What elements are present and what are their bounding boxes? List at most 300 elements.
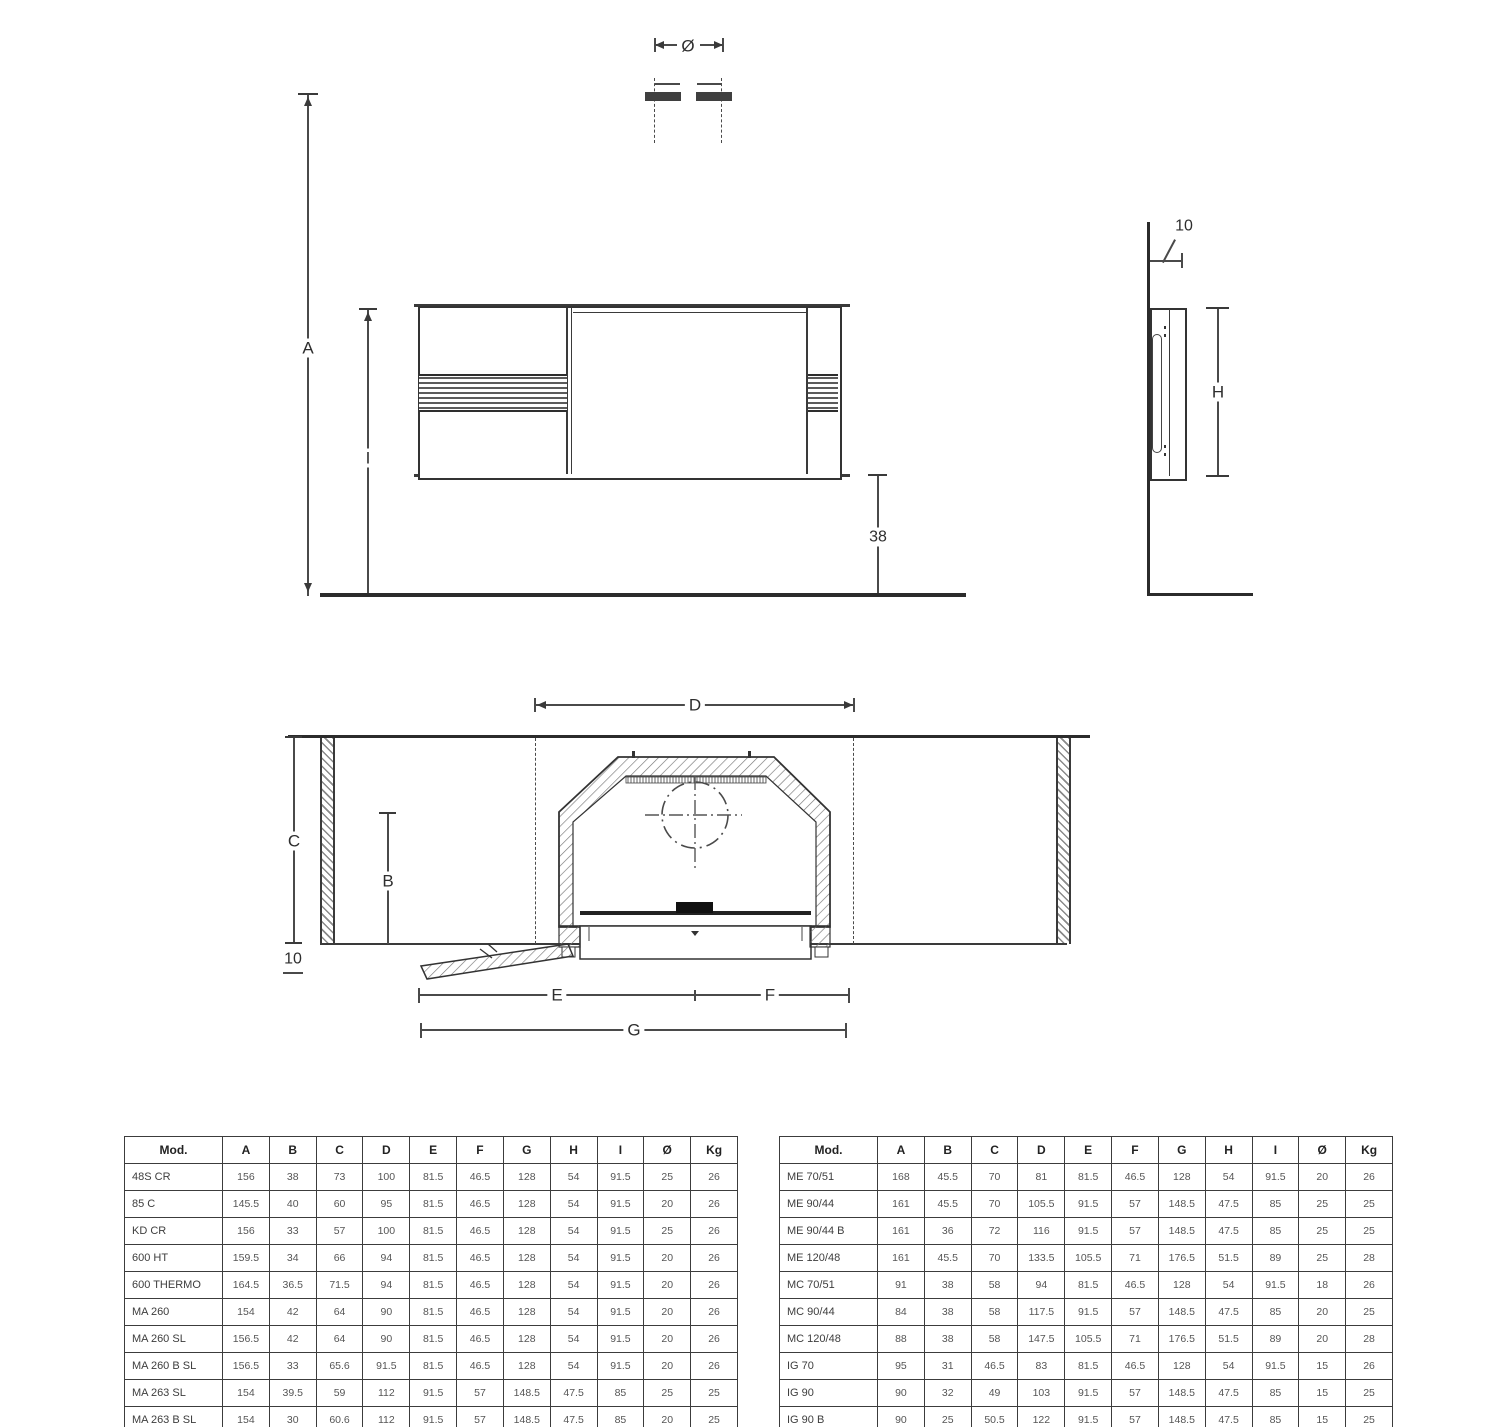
value-cell: 20 [1299,1164,1346,1191]
hood-panel-edge [573,312,806,313]
value-cell: 47.5 [1205,1407,1252,1427]
value-cell: 33 [269,1218,316,1245]
flue-hidden-line [654,78,655,143]
value-cell: 81.5 [410,1245,457,1272]
dim-tick [1181,253,1183,268]
value-cell: 81.5 [410,1299,457,1326]
value-cell: 28 [1346,1245,1393,1272]
value-cell: 46.5 [457,1326,504,1353]
value-cell: 148.5 [503,1407,550,1427]
column-header: C [971,1137,1018,1164]
value-cell: 90 [878,1380,925,1407]
value-cell: 100 [363,1218,410,1245]
value-cell: 154 [223,1407,270,1427]
value-cell: 28 [1346,1326,1393,1353]
value-cell: 20 [1299,1326,1346,1353]
hood-plan-drawing [410,745,860,995]
value-cell: 26 [691,1353,738,1380]
ground-line [320,593,966,597]
model-cell: IG 90 [780,1380,878,1407]
value-cell: 148.5 [1158,1407,1205,1427]
value-cell: 88 [878,1326,925,1353]
value-cell: 57 [1112,1299,1159,1326]
value-cell: 164.5 [223,1272,270,1299]
table-row [780,1299,1393,1326]
table-row [780,1191,1393,1218]
value-cell: 38 [924,1326,971,1353]
value-cell: 47.5 [1205,1299,1252,1326]
dim-tick [845,1023,847,1038]
value-cell: 31 [924,1353,971,1380]
value-cell: 156 [223,1218,270,1245]
value-cell: 54 [550,1326,597,1353]
side-profile-edge [1169,309,1170,476]
value-cell: 54 [550,1353,597,1380]
value-cell: 42 [269,1326,316,1353]
value-cell: 128 [503,1272,550,1299]
column-header: H [550,1137,597,1164]
value-cell: 81.5 [410,1272,457,1299]
value-cell: 57 [1112,1407,1159,1427]
dim-label-a: A [298,339,317,358]
value-cell: 54 [1205,1353,1252,1380]
value-cell: 25 [644,1164,691,1191]
open-door-flap [421,944,573,979]
value-cell: 128 [1158,1164,1205,1191]
model-cell: MC 70/51 [780,1272,878,1299]
value-cell: 18 [1299,1272,1346,1299]
model-cell: ME 90/44 [780,1191,878,1218]
value-cell: 45.5 [924,1245,971,1272]
value-cell: 91.5 [597,1245,644,1272]
value-cell: 57 [316,1218,363,1245]
value-cell: 91.5 [1065,1191,1112,1218]
arrowhead [537,701,546,709]
value-cell: 64 [316,1326,363,1353]
value-cell: 25 [1346,1299,1393,1326]
value-cell: 154 [223,1380,270,1407]
column-header: Ø [1299,1137,1346,1164]
value-cell: 26 [691,1164,738,1191]
model-cell: ME 70/51 [780,1164,878,1191]
value-cell: 105.5 [1018,1191,1065,1218]
screw [632,751,635,758]
dimension-table [779,1136,1393,1427]
dim-tick [285,736,302,738]
value-cell: 46.5 [1112,1353,1159,1380]
value-cell: 105.5 [1065,1326,1112,1353]
dimensions-table-left [124,1136,738,1427]
value-cell: 54 [550,1164,597,1191]
flue-collar-flange [696,92,732,101]
corner-bracket-right [810,926,830,947]
dim-tick [848,988,850,1003]
table-row [125,1380,738,1407]
column-header: Mod. [780,1137,878,1164]
value-cell: 36.5 [269,1272,316,1299]
value-cell: 34 [269,1245,316,1272]
value-cell: 25 [1346,1218,1393,1245]
hood-divider [571,308,572,474]
table-row [780,1272,1393,1299]
value-cell: 128 [503,1164,550,1191]
value-cell: 20 [1299,1299,1346,1326]
value-cell: 46.5 [1112,1164,1159,1191]
table-row [780,1245,1393,1272]
column-header: B [924,1137,971,1164]
dim-tick [283,972,303,974]
value-cell: 54 [550,1245,597,1272]
column-header: G [503,1137,550,1164]
dim-line-ef [419,994,849,996]
dim-label-c: C [284,832,304,851]
column-header: Kg [1346,1137,1393,1164]
value-cell: 54 [1205,1164,1252,1191]
dim-label-h: H [1208,383,1228,402]
value-cell: 47.5 [1205,1191,1252,1218]
value-cell: 148.5 [1158,1299,1205,1326]
value-cell: 116 [1018,1218,1065,1245]
model-cell: ME 90/44 B [780,1218,878,1245]
value-cell: 71 [1112,1245,1159,1272]
table-row [780,1353,1393,1380]
value-cell: 72 [971,1218,1018,1245]
value-cell: 46.5 [1112,1272,1159,1299]
value-cell: 42 [269,1299,316,1326]
side-glass-slot [1152,334,1162,453]
value-cell: 25 [924,1407,971,1427]
value-cell: 45.5 [924,1164,971,1191]
bracket-foot-right [815,947,828,957]
dim-label-diameter: Ø [677,37,698,56]
value-cell: 91.5 [597,1272,644,1299]
value-cell: 15 [1299,1407,1346,1427]
value-cell: 159.5 [223,1245,270,1272]
value-cell: 46.5 [457,1272,504,1299]
value-cell: 25 [1346,1380,1393,1407]
column-header: Mod. [125,1137,223,1164]
column-header: A [878,1137,925,1164]
value-cell: 46.5 [457,1191,504,1218]
dim-tick [285,942,302,944]
value-cell: 81.5 [410,1326,457,1353]
value-cell: 128 [503,1353,550,1380]
value-cell: 47.5 [550,1380,597,1407]
vent-grille-right [808,374,838,412]
screw-dot [1164,334,1166,337]
value-cell: 66 [316,1245,363,1272]
screw [748,751,751,758]
value-cell: 25 [691,1407,738,1427]
model-cell: 48S CR [125,1164,223,1191]
value-cell: 176.5 [1158,1245,1205,1272]
value-cell: 15 [1299,1380,1346,1407]
value-cell: 70 [971,1164,1018,1191]
value-cell: 84 [878,1299,925,1326]
column-header: B [269,1137,316,1164]
dim-label-f: F [761,986,779,1005]
value-cell: 26 [691,1299,738,1326]
value-cell: 46.5 [457,1299,504,1326]
value-cell: 25 [1346,1191,1393,1218]
value-cell: 148.5 [1158,1218,1205,1245]
niche-wall-left [320,738,335,944]
value-cell: 128 [503,1326,550,1353]
arrowhead [844,701,853,709]
value-cell: 38 [924,1272,971,1299]
column-header: Kg [691,1137,738,1164]
value-cell: 81.5 [1065,1353,1112,1380]
model-cell: KD CR [125,1218,223,1245]
value-cell: 91.5 [597,1164,644,1191]
door-hinge-detail [488,944,497,952]
column-header: G [1158,1137,1205,1164]
value-cell: 45.5 [924,1191,971,1218]
flue-collar-flange [645,92,681,101]
value-cell: 168 [878,1164,925,1191]
value-cell: 26 [691,1245,738,1272]
value-cell: 117.5 [1018,1299,1065,1326]
dim-tick [1206,475,1229,477]
value-cell: 36 [924,1218,971,1245]
column-header: E [1065,1137,1112,1164]
value-cell: 148.5 [1158,1191,1205,1218]
table-row [125,1326,738,1353]
value-cell: 81.5 [410,1353,457,1380]
value-cell: 90 [363,1299,410,1326]
screw-dot [1164,445,1166,448]
table-row [125,1191,738,1218]
table-row [125,1353,738,1380]
value-cell: 64 [316,1299,363,1326]
model-cell: MA 263 B SL [125,1407,223,1427]
value-cell: 81.5 [410,1164,457,1191]
value-cell: 161 [878,1218,925,1245]
table-row [780,1326,1393,1353]
value-cell: 26 [691,1191,738,1218]
model-cell: MA 260 [125,1299,223,1326]
column-header: Ø [644,1137,691,1164]
value-cell: 33 [269,1353,316,1380]
table-row [125,1407,738,1427]
value-cell: 25 [644,1218,691,1245]
value-cell: 54 [550,1299,597,1326]
value-cell: 39.5 [269,1380,316,1407]
arrowhead [304,97,312,106]
value-cell: 47.5 [1205,1218,1252,1245]
dim-label-depth: 10 [1175,217,1193,235]
value-cell: 90 [878,1407,925,1427]
value-cell: 128 [503,1191,550,1218]
table-row [125,1272,738,1299]
value-cell: 47.5 [1205,1380,1252,1407]
model-cell: ME 120/48 [780,1245,878,1272]
niche-wall-right [1056,738,1071,944]
value-cell: 25 [1299,1218,1346,1245]
value-cell: 95 [363,1191,410,1218]
value-cell: 91.5 [597,1299,644,1326]
value-cell: 58 [971,1272,1018,1299]
value-cell: 91.5 [597,1218,644,1245]
column-header: I [597,1137,644,1164]
column-header: E [410,1137,457,1164]
table-row [780,1407,1393,1427]
value-cell: 46.5 [457,1353,504,1380]
value-cell: 26 [691,1272,738,1299]
dim-tick [694,990,696,1001]
value-cell: 71 [1112,1326,1159,1353]
value-cell: 112 [363,1380,410,1407]
model-cell: MC 120/48 [780,1326,878,1353]
dimension-table [124,1136,738,1427]
value-cell: 20 [644,1353,691,1380]
value-cell: 26 [1346,1272,1393,1299]
column-header: I [1252,1137,1299,1164]
value-cell: 60 [316,1191,363,1218]
value-cell: 58 [971,1299,1018,1326]
value-cell: 95 [878,1353,925,1380]
value-cell: 25 [1299,1191,1346,1218]
value-cell: 47.5 [550,1407,597,1427]
arrowhead [364,312,372,321]
value-cell: 91.5 [1065,1380,1112,1407]
flue-hidden-line [721,78,722,143]
value-cell: 89 [1252,1245,1299,1272]
model-cell: 600 THERMO [125,1272,223,1299]
value-cell: 94 [363,1272,410,1299]
value-cell: 156 [223,1164,270,1191]
value-cell: 90 [363,1326,410,1353]
value-cell: 85 [1252,1218,1299,1245]
arrowhead [714,41,723,49]
vent-grille-left [419,374,567,412]
value-cell: 91.5 [1252,1272,1299,1299]
value-cell: 128 [1158,1272,1205,1299]
value-cell: 59 [316,1380,363,1407]
value-cell: 51.5 [1205,1245,1252,1272]
value-cell: 81.5 [1065,1272,1112,1299]
value-cell: 32 [924,1380,971,1407]
screw-dot [1164,326,1166,329]
value-cell: 65.6 [316,1353,363,1380]
value-cell: 51.5 [1205,1326,1252,1353]
value-cell: 154 [223,1299,270,1326]
value-cell: 46.5 [457,1218,504,1245]
value-cell: 145.5 [223,1191,270,1218]
value-cell: 26 [1346,1164,1393,1191]
dim-tick [1206,307,1229,309]
flue-collar-line [655,83,680,85]
value-cell: 148.5 [1158,1380,1205,1407]
value-cell: 128 [503,1218,550,1245]
value-cell: 91.5 [410,1380,457,1407]
value-cell: 112 [363,1407,410,1427]
dim-tick [420,1023,422,1038]
value-cell: 161 [878,1245,925,1272]
value-cell: 81.5 [410,1191,457,1218]
value-cell: 94 [363,1245,410,1272]
value-cell: 25 [1346,1407,1393,1427]
value-cell: 133.5 [1018,1245,1065,1272]
dim-label-d: D [685,696,705,715]
value-cell: 20 [644,1326,691,1353]
back-wall-line [288,735,1090,738]
column-header: H [1205,1137,1252,1164]
value-cell: 156.5 [223,1353,270,1380]
value-cell: 122 [1018,1407,1065,1427]
arrowhead [304,583,312,592]
value-cell: 128 [503,1245,550,1272]
value-cell: 46.5 [457,1164,504,1191]
value-cell: 105.5 [1065,1245,1112,1272]
value-cell: 49 [971,1380,1018,1407]
value-cell: 20 [644,1299,691,1326]
model-cell: MC 90/44 [780,1299,878,1326]
value-cell: 83 [1018,1353,1065,1380]
value-cell: 91.5 [1065,1218,1112,1245]
value-cell: 94 [1018,1272,1065,1299]
value-cell: 30 [269,1407,316,1427]
column-header: D [1018,1137,1065,1164]
model-cell: 600 HT [125,1245,223,1272]
dim-label-e: E [547,986,566,1005]
value-cell: 70 [971,1245,1018,1272]
value-cell: 46.5 [457,1245,504,1272]
value-cell: 54 [1205,1272,1252,1299]
screw-dot [1164,453,1166,456]
value-cell: 91.5 [1065,1407,1112,1427]
value-cell: 38 [269,1164,316,1191]
column-header: F [457,1137,504,1164]
model-cell: 85 C [125,1191,223,1218]
dim-tick [379,812,396,814]
value-cell: 85 [1252,1299,1299,1326]
table-row [780,1218,1393,1245]
value-cell: 81 [1018,1164,1065,1191]
value-cell: 26 [691,1218,738,1245]
value-cell: 73 [316,1164,363,1191]
dim-label-38: 38 [865,528,891,547]
flue-collar-line [697,83,722,85]
model-cell: MA 260 B SL [125,1353,223,1380]
value-cell: 50.5 [971,1407,1018,1427]
table-row [125,1218,738,1245]
model-cell: MA 263 SL [125,1380,223,1407]
floor-line [1147,593,1253,596]
dim-label-i: I [362,449,375,468]
value-cell: 58 [971,1326,1018,1353]
value-cell: 54 [550,1191,597,1218]
value-cell: 57 [457,1407,504,1427]
value-cell: 38 [924,1299,971,1326]
table-row [125,1245,738,1272]
value-cell: 91.5 [597,1353,644,1380]
value-cell: 148.5 [503,1380,550,1407]
value-cell: 85 [1252,1191,1299,1218]
value-cell: 20 [644,1191,691,1218]
value-cell: 57 [1112,1380,1159,1407]
arrowhead [655,41,664,49]
dim-tick [418,988,420,1003]
model-cell: MA 260 SL [125,1326,223,1353]
column-header: F [1112,1137,1159,1164]
value-cell: 25 [1299,1245,1346,1272]
value-cell: 25 [691,1380,738,1407]
value-cell: 91.5 [597,1326,644,1353]
value-cell: 89 [1252,1326,1299,1353]
table-row [125,1164,738,1191]
value-cell: 85 [1252,1407,1299,1427]
